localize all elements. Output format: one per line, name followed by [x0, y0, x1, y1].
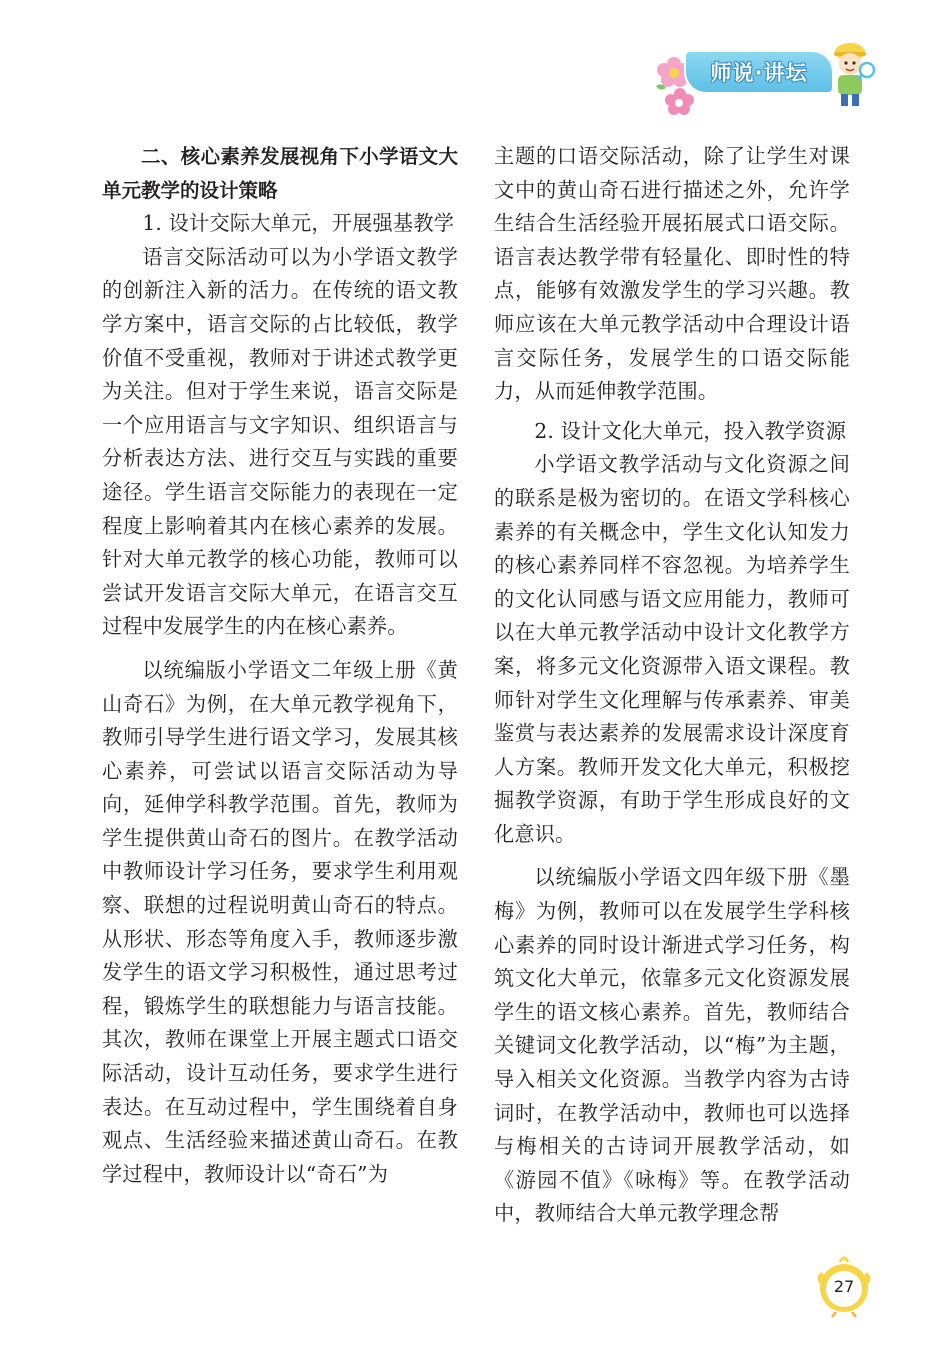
paragraph: 语言交际活动可以为小学语文教学的创新注入新的活力。在传统的语文教学方案中，语言交际的占比较低，教学价值不受重视，教师对于讲述式教学更为关注。但对于学生来说，语言交际是一个应用语言与文字知识、组织语言与分析表达方法、进行交互与实践的重要途径。学生语言交际能力的表现在一定程度上影响着其内在核心素养的发展。针对大单元教学的核心功能，教师可以尝试开发语言交际大单元，在语言交互过程中发展学生的内在核心素养。 — [102, 244, 458, 639]
right-column — [494, 140, 850, 1231]
subheading-2: 2. 设计文化大单元，投入教学资源 — [534, 418, 847, 443]
section-heading: 二、核心素养发展视角下小学语文大单元教学的设计策略 — [102, 145, 458, 202]
section-badge — [648, 38, 878, 118]
paragraph: 主题的口语交际活动，除了让学生对课文中的黄山奇石进行描述之外，允许学生结合生活经验开展拓展式口语交际。语言表达教学带有轻量化、即时性的特点，能够有效激发学生的学习兴趣。教师应该在大单元教学活动中合理设计语言交际任务，发展学生的口语交际能力，从而延伸教学范围。 — [494, 144, 850, 404]
badge-label: 师说·讲坛 — [710, 61, 808, 85]
page-number-badge — [812, 1254, 876, 1318]
paragraph: 以统编版小学语文四年级下册《墨梅》为例，教师可以在发展学生学科核心素养的同时设计渐进式学习任务，构筑文化大单元，依靠多元文化资源发展学生的语文核心素养。首先，教师结合关键词文化教学活动，以“梅”为主题，导入相关文化资源。当教学内容为古诗词时，在教学活动中，教师也可以选择与梅相关的古诗词开展教学活动，如《游园不值》《咏梅》等。在教学活动中，教师结合大单元教学理念帮 — [494, 865, 850, 1226]
left-column — [102, 140, 458, 1191]
page-number: 27 — [833, 1276, 855, 1296]
paragraph: 以统编版小学语文二年级上册《黄山奇石》为例，在大单元教学视角下，教师引导学生进行语文学习，发展其核心素养，可尝试以语言交际活动为导向，延伸学科教学范围。首先，教师为学生提供黄山奇石的图片。在教学活动中教师设计学习任务，要求学生利用观察、联想的过程说明黄山奇石的特点。从形状、形态等角度入手，教师逐步激发学生的语文学习积极性，通过思考过程，锻炼学生的联想能力与语言技能。其次，教师在课堂上开展主题式口语交际活动，设计互动任务，要求学生进行表达。在互动过程中，学生围绕着自身观点、生活经验来描述黄山奇石。在教学过程中，教师设计以“奇石”为 — [102, 657, 458, 1186]
badge-bar — [684, 50, 834, 94]
kid-mascot-icon — [828, 38, 876, 110]
paragraph: 小学语文教学活动与文化资源之间的联系是极为密切的。在语文学科核心素养的有关概念中，学生文化认知发力的核心素养同样不容忽视。为培养学生的文化认同感与语文应用能力，教师可以在大单元教学活动中设计文化教学方案，将多元文化资源带入语文课程。教师针对学生文化理解与传承素养、审美鉴赏与表达素养的发展需求设计深度育人方案。教师开发文化大单元，积极挖掘教学资源，有助于学生形成良好的文化意识。 — [494, 452, 850, 846]
subheading-1: 1. 设计交际大单元，开展强基教学 — [142, 211, 455, 236]
